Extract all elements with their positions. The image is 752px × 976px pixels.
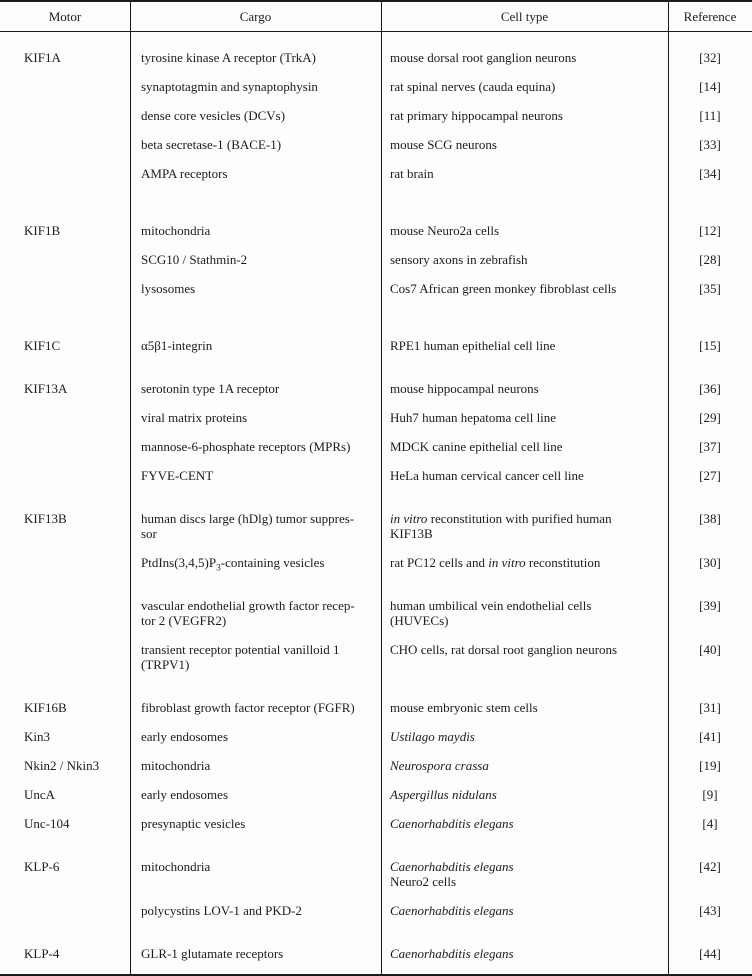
cell-type-cell: mouse SCG neurons [390, 137, 497, 152]
table-row [0, 700, 752, 715]
motor-cell [0, 903, 130, 918]
table-row [0, 410, 752, 425]
table-row [0, 108, 752, 123]
reference-cell: [28] [699, 252, 721, 267]
table-row [0, 439, 752, 454]
cargo-cell: beta secretase-1 (BACE-1) [141, 137, 282, 152]
motor-cell [0, 166, 130, 181]
cargo-cell: viral matrix proteins [141, 410, 248, 425]
cell-type-cell: rat primary hippocampal neurons [390, 108, 563, 123]
cell-type-cell: in vitro reconstitution with purified human KIF13B [390, 511, 612, 541]
reference-cell: [32] [699, 50, 721, 65]
cell-type-cell: human umbilical vein endothelial cells (HUVECs) [390, 598, 592, 628]
cargo-cell: mitochondria [141, 859, 211, 874]
cargo-cell: vascular endothelial growth factor recep- tor 2 (VEGFR2) [141, 598, 355, 628]
column-divider [668, 2, 669, 974]
cargo-cell: GLR-1 glutamate receptors [141, 946, 284, 961]
table-row [0, 281, 752, 296]
motor-cell: Nkin2 / Nkin3 [24, 758, 100, 773]
reference-cell: [37] [699, 439, 721, 454]
cargo-cell: early endosomes [141, 787, 229, 802]
table-row [0, 787, 752, 802]
cell-type-cell: Ustilago maydis [390, 729, 475, 744]
reference-cell: [9] [702, 787, 718, 802]
motor-cell [0, 79, 130, 94]
reference-cell: [34] [699, 166, 721, 181]
column-header-cell-type: Cell type [500, 9, 549, 24]
cargo-cell: FYVE-CENT [141, 468, 214, 483]
reference-cell: [27] [699, 468, 721, 483]
table-row [0, 859, 752, 889]
table-row [0, 223, 752, 238]
motor-cell [0, 252, 130, 267]
motor-cell: Kin3 [24, 729, 50, 744]
cargo-cell: lysosomes [141, 281, 196, 296]
cell-type-cell: Caenorhabditis elegans [390, 903, 514, 918]
cell-type-cell: Cos7 African green monkey fibroblast cells [390, 281, 617, 296]
cargo-cell: α5β1-integrin [141, 338, 213, 353]
motor-cell [0, 642, 130, 672]
motor-cell [0, 410, 130, 425]
table-row [0, 555, 752, 574]
motor-cell: KIF1B [24, 223, 61, 238]
cargo-cell: AMPA receptors [141, 166, 228, 181]
cell-type-cell: Caenorhabditis elegans [390, 816, 514, 831]
column-divider [130, 2, 131, 974]
table-row [0, 946, 752, 961]
motor-cell: KLP-4 [24, 946, 60, 961]
reference-cell: [14] [699, 79, 721, 94]
cell-type-cell: sensory axons in zebrafish [390, 252, 528, 267]
cell-type-cell: Caenorhabditis elegans Neuro2 cells [390, 859, 514, 889]
table-row [0, 511, 752, 541]
table-row [0, 903, 752, 918]
motor-cell: KIF1A [24, 50, 61, 65]
column-header-reference: Reference [683, 9, 737, 24]
cargo-cell: mitochondria [141, 223, 211, 238]
cargo-cell: dense core vesicles (DCVs) [141, 108, 286, 123]
reference-cell: [30] [699, 555, 721, 570]
cargo-cell: polycystins LOV-1 and PKD-2 [141, 903, 302, 918]
motor-cell [0, 468, 130, 483]
reference-cell: [43] [699, 903, 721, 918]
table-row [0, 166, 752, 181]
cell-type-cell: HeLa human cervical cancer cell line [390, 468, 584, 483]
reference-cell: [40] [699, 642, 721, 657]
table-row [0, 468, 752, 483]
table-row [0, 758, 752, 773]
cargo-cell: serotonin type 1A receptor [141, 381, 280, 396]
cargo-cell: tyrosine kinase A receptor (TrkA) [141, 50, 316, 65]
reference-cell: [35] [699, 281, 721, 296]
cell-type-cell: rat brain [390, 166, 434, 181]
cell-type-cell: rat spinal nerves (cauda equina) [390, 79, 556, 94]
cargo-cell: mannose-6-phosphate receptors (MPRs) [141, 439, 351, 454]
motor-cell [0, 555, 130, 570]
table-row [0, 816, 752, 831]
reference-cell: [19] [699, 758, 721, 773]
cargo-cell: synaptotagmin and synaptophysin [141, 79, 318, 94]
table-row [0, 338, 752, 353]
cell-type-cell: MDCK canine epithelial cell line [390, 439, 563, 454]
cell-type-cell: Huh7 human hepatoma cell line [390, 410, 557, 425]
cell-type-cell: mouse Neuro2a cells [390, 223, 500, 238]
cell-type-cell: CHO cells, rat dorsal root ganglion neurons [390, 642, 618, 657]
reference-cell: [44] [699, 946, 721, 961]
cell-type-cell: RPE1 human epithelial cell line [390, 338, 556, 353]
cell-type-cell: mouse embryonic stem cells [390, 700, 538, 715]
table-row [0, 252, 752, 267]
motor-cell [0, 281, 130, 296]
table-row [0, 381, 752, 396]
reference-cell: [38] [699, 511, 721, 526]
table-row [0, 50, 752, 65]
reference-cell: [39] [699, 598, 721, 613]
motor-cell: KIF13B [24, 511, 67, 526]
reference-cell: [33] [699, 137, 721, 152]
motor-cell: KLP-6 [24, 859, 60, 874]
motor-cell [0, 137, 130, 152]
motor-cell: KIF13A [24, 381, 68, 396]
reference-cell: [36] [699, 381, 721, 396]
reference-cell: [12] [699, 223, 721, 238]
cargo-cell: SCG10 / Stathmin-2 [141, 252, 248, 267]
motor-cell: UncA [24, 787, 56, 802]
cargo-cell: fibroblast growth factor receptor (FGFR) [141, 700, 355, 715]
table-header-row [0, 2, 752, 32]
cell-type-cell: rat PC12 cells and in vitro reconstitution [390, 555, 601, 570]
reference-cell: [41] [699, 729, 721, 744]
motor-cell: Unc-104 [24, 816, 70, 831]
cargo-cell: transient receptor potential vanilloid 1 (TRPV1) [141, 642, 340, 672]
table-row [0, 598, 752, 628]
cell-type-cell: Caenorhabditis elegans [390, 946, 514, 961]
cargo-cell: presynaptic vesicles [141, 816, 246, 831]
reference-cell: [42] [699, 859, 721, 874]
motor-cell: KIF1C [24, 338, 61, 353]
cargo-cell: human discs large (hDlg) tumor suppres- sor [141, 511, 355, 541]
column-divider [381, 2, 382, 974]
column-header-motor: Motor [48, 9, 82, 24]
motor-cell [0, 439, 130, 454]
table-row [0, 642, 752, 672]
motor-cell: KIF16B [24, 700, 67, 715]
table-row [0, 137, 752, 152]
column-header-cargo: Cargo [239, 9, 272, 24]
motor-cell [0, 108, 130, 123]
reference-cell: [4] [702, 816, 718, 831]
cell-type-cell: Aspergillus nidulans [390, 787, 497, 802]
motor-cell [0, 598, 130, 628]
cargo-cell: $PtdIns(3,4,5)P_3$-containing vesicles [141, 555, 325, 574]
table-row [0, 729, 752, 744]
table-row [0, 79, 752, 94]
cell-type-cell: mouse hippocampal neurons [390, 381, 539, 396]
cargo-cell: mitochondria [141, 758, 211, 773]
reference-cell: [29] [699, 410, 721, 425]
cell-type-cell: Neurospora crassa [390, 758, 489, 773]
reference-cell: [11] [699, 108, 721, 123]
reference-cell: [15] [699, 338, 721, 353]
cell-type-cell: mouse dorsal root ganglion neurons [390, 50, 577, 65]
reference-cell: [31] [699, 700, 721, 715]
table-body [0, 32, 752, 974]
cargo-cell: early endosomes [141, 729, 229, 744]
